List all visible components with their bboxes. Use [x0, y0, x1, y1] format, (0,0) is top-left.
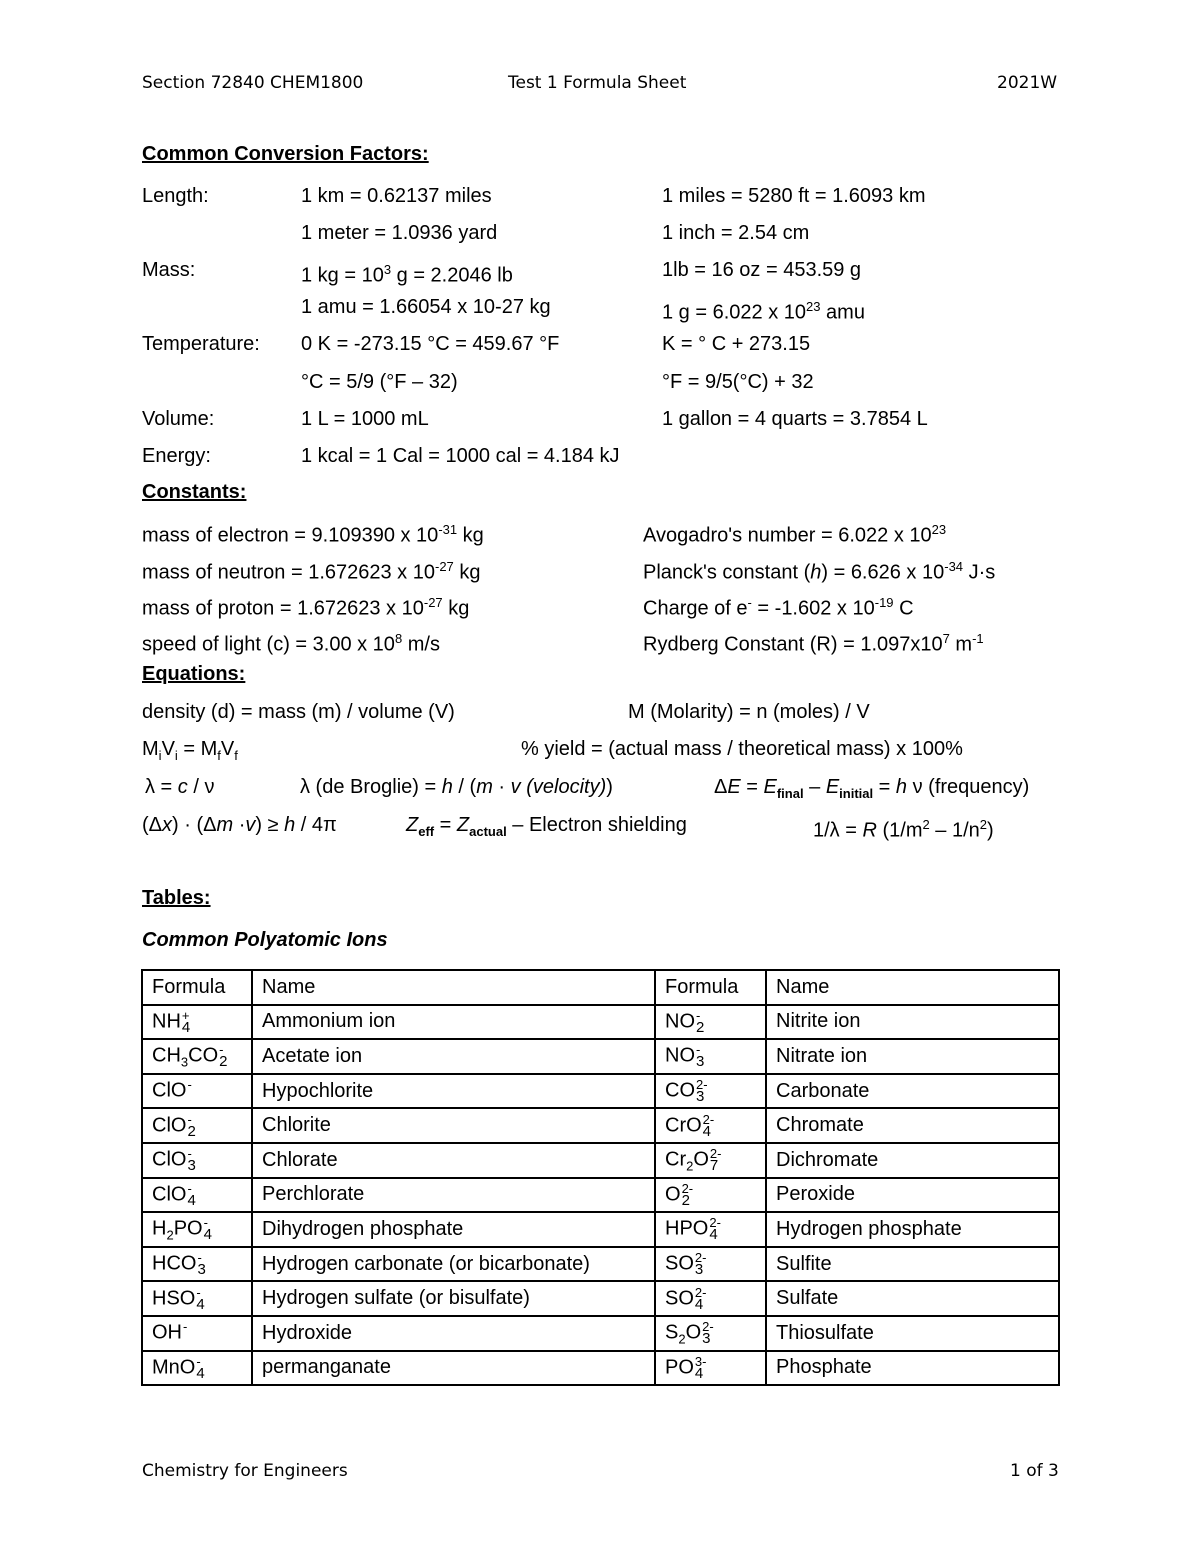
conversion-factor: 1 g = 6.022 x $10^{23}$ amu	[662, 299, 865, 324]
table-row	[142, 1178, 1059, 1213]
conversion-factor: 1 amu = 1.66054 x 10-27 kg	[301, 296, 551, 318]
ion-formula: NO - 3	[655, 1039, 766, 1074]
header-term: 2021W	[997, 73, 1058, 93]
ion-name: Nitrate ion	[766, 1039, 1059, 1074]
table-row	[142, 1212, 1059, 1247]
header-title: Test 1 Formula Sheet	[508, 73, 687, 93]
ion-name: Ammonium ion	[252, 1005, 655, 1040]
ion-formula: HSO - 4	[142, 1281, 252, 1316]
ion-name: permanganate	[252, 1351, 655, 1386]
column-header-name: Name	[766, 970, 1059, 1005]
polyatomic-ions-table	[141, 969, 1060, 1386]
ion-formula: PO 3- 4	[655, 1351, 766, 1386]
ion-name: Acetate ion	[252, 1039, 655, 1074]
equation-yield: % yield = (actual mass / theoretical mass) x 100%	[521, 738, 963, 760]
constant-value: mass of neutron = 1.672623 x $10^{-27}$ kg	[142, 559, 481, 584]
conversion-factor: 1 inch = 2.54 cm	[662, 222, 810, 244]
equation-de-broglie: λ (de Broglie) = h / (m · v (velocity))	[300, 776, 613, 798]
ion-name: Chlorite	[252, 1108, 655, 1143]
ion-name: Hydrogen phosphate	[766, 1212, 1059, 1247]
equation-dilution: $M_iV_i = M_fV_f$	[142, 738, 238, 763]
ion-formula: ClO - 2	[142, 1108, 252, 1143]
column-header-formula: Formula	[142, 970, 252, 1005]
ion-formula: HPO 2- 4	[655, 1212, 766, 1247]
ion-formula: CO 2- 3	[655, 1074, 766, 1109]
conversion-factor: 1 kg = $10^3$ g = 2.2046 lb	[301, 262, 513, 287]
conversion-factor: 0 K = -273.15 °C = 459.67 °F	[301, 333, 560, 355]
ion-name: Chlorate	[252, 1143, 655, 1178]
conversion-label: Energy:	[142, 445, 211, 467]
table-row	[142, 1108, 1059, 1143]
ion-name: Perchlorate	[252, 1178, 655, 1213]
ion-name: Sulfate	[766, 1281, 1059, 1316]
ion-formula: $Cr_2O$ 2- 7	[655, 1143, 766, 1178]
ion-formula: NO - 2	[655, 1005, 766, 1040]
ion-formula: ClO - 3	[142, 1143, 252, 1178]
ion-formula: OH -	[142, 1316, 252, 1351]
conversion-factor: 1 kcal = 1 Cal = 1000 cal = 4.184 kJ	[301, 445, 620, 467]
equation-density: density (d) = mass (m) / volume (V)	[142, 701, 455, 723]
ion-name: Dihydrogen phosphate	[252, 1212, 655, 1247]
conversion-label: Length:	[142, 185, 209, 207]
table-row	[142, 1351, 1059, 1386]
ion-formula: ClO - 4	[142, 1178, 252, 1213]
equation-uncertainty: (Δx) · (Δm ·v) ≥ h / 4π	[142, 814, 337, 836]
table-row	[142, 1247, 1059, 1282]
ion-name: Chromate	[766, 1108, 1059, 1143]
table-row	[142, 1005, 1059, 1040]
table-row	[142, 1039, 1059, 1074]
conversion-heading: Common Conversion Factors:	[142, 143, 429, 165]
conversion-label: Mass:	[142, 259, 196, 281]
ion-name: Dichromate	[766, 1143, 1059, 1178]
conversion-label: Volume:	[142, 408, 215, 430]
ion-formula: NH + 4	[142, 1005, 252, 1040]
conversion-factor: 1 miles = 5280 ft = 1.6093 km	[662, 185, 926, 207]
ion-formula: O 2- 2	[655, 1178, 766, 1213]
ion-name: Hydrogen carbonate (or bicarbonate)	[252, 1247, 655, 1282]
ion-formula: $H_2PO$ - 4	[142, 1212, 252, 1247]
constant-value: Rydberg Constant $(R) = 1.097x10^7$ $m^{-1}$	[643, 631, 984, 656]
footer-course: Chemistry for Engineers	[142, 1461, 348, 1481]
ion-name: Nitrite ion	[766, 1005, 1059, 1040]
ion-formula: ClO -	[142, 1074, 252, 1109]
ion-formula: SO 2- 4	[655, 1281, 766, 1316]
equation-zeff: $Z_{eff} = Z_{actual}$ – Electron shielding	[406, 814, 687, 839]
equation-energy: $\Delta E = E_{final} - E_{initial} = h$ ν (frequency)	[714, 776, 1030, 801]
ion-name: Sulfite	[766, 1247, 1059, 1282]
ion-name: Thiosulfate	[766, 1316, 1059, 1351]
ion-formula: $CH_3CO$ - 2	[142, 1039, 252, 1074]
table-title: Common Polyatomic Ions	[142, 929, 388, 951]
equation-wave: λ = c / ν	[145, 776, 215, 798]
ion-name: Phosphate	[766, 1351, 1059, 1386]
ion-formula: HCO - 3	[142, 1247, 252, 1282]
ion-name: Hydroxide	[252, 1316, 655, 1351]
column-header-name: Name	[252, 970, 655, 1005]
footer-page-number: 1 of 3	[1010, 1461, 1059, 1481]
table-row	[142, 1143, 1059, 1178]
ion-formula: CrO 2- 4	[655, 1108, 766, 1143]
equation-rydberg: 1/λ = R $(1/m^2 - 1/n^2)$	[813, 817, 994, 842]
tables-heading: Tables:	[142, 887, 211, 909]
conversion-factor: 1 km = 0.62137 miles	[301, 185, 492, 207]
table-header-row	[142, 970, 1059, 1005]
conversion-label: Temperature:	[142, 333, 260, 355]
constant-value: mass of proton = 1.672623 x $10^{-27}$ kg	[142, 595, 470, 620]
column-header-formula: Formula	[655, 970, 766, 1005]
equations-heading: Equations:	[142, 663, 246, 685]
ion-formula: MnO - 4	[142, 1351, 252, 1386]
conversion-factor: 1lb = 16 oz = 453.59 g	[662, 259, 862, 281]
ion-formula: $S_2O$ 2- 3	[655, 1316, 766, 1351]
table-row	[142, 1074, 1059, 1109]
table-row	[142, 1281, 1059, 1316]
header-section: Section 72840 CHEM1800	[142, 73, 364, 93]
conversion-factor: 1 L = 1000 mL	[301, 408, 429, 430]
ion-name: Hydrogen sulfate (or bisulfate)	[252, 1281, 655, 1316]
constant-value: Planck's constant (h) = 6.626 x $10^{-34}$ J·s	[643, 559, 996, 584]
conversion-factor: °F = 9/5(°C) + 32	[662, 371, 814, 393]
ion-name: Carbonate	[766, 1074, 1059, 1109]
constant-value: speed of light (c) = 3.00 x $10^8$ m/s	[142, 631, 440, 656]
equation-molarity: M (Molarity) = n (moles) / V	[628, 701, 870, 723]
ion-name: Peroxide	[766, 1178, 1059, 1213]
conversion-factor: 1 meter = 1.0936 yard	[301, 222, 498, 244]
conversion-factor: K = ° C + 273.15	[662, 333, 811, 355]
constant-value: mass of electron = 9.109390 x $10^{-31}$ kg	[142, 522, 484, 547]
ion-name: Hypochlorite	[252, 1074, 655, 1109]
ion-formula: SO 2- 3	[655, 1247, 766, 1282]
constant-value: Avogadro's number = 6.022 x $10^{23}$	[643, 522, 947, 547]
conversion-factor: °C = 5/9 (°F – 32)	[301, 371, 458, 393]
constants-heading: Constants:	[142, 481, 247, 503]
conversion-factor: 1 gallon = 4 quarts = 3.7854 L	[662, 408, 928, 430]
constant-value: Charge of e- = -1.602 x $10^{-19}$ C	[643, 595, 914, 620]
table-row	[142, 1316, 1059, 1351]
